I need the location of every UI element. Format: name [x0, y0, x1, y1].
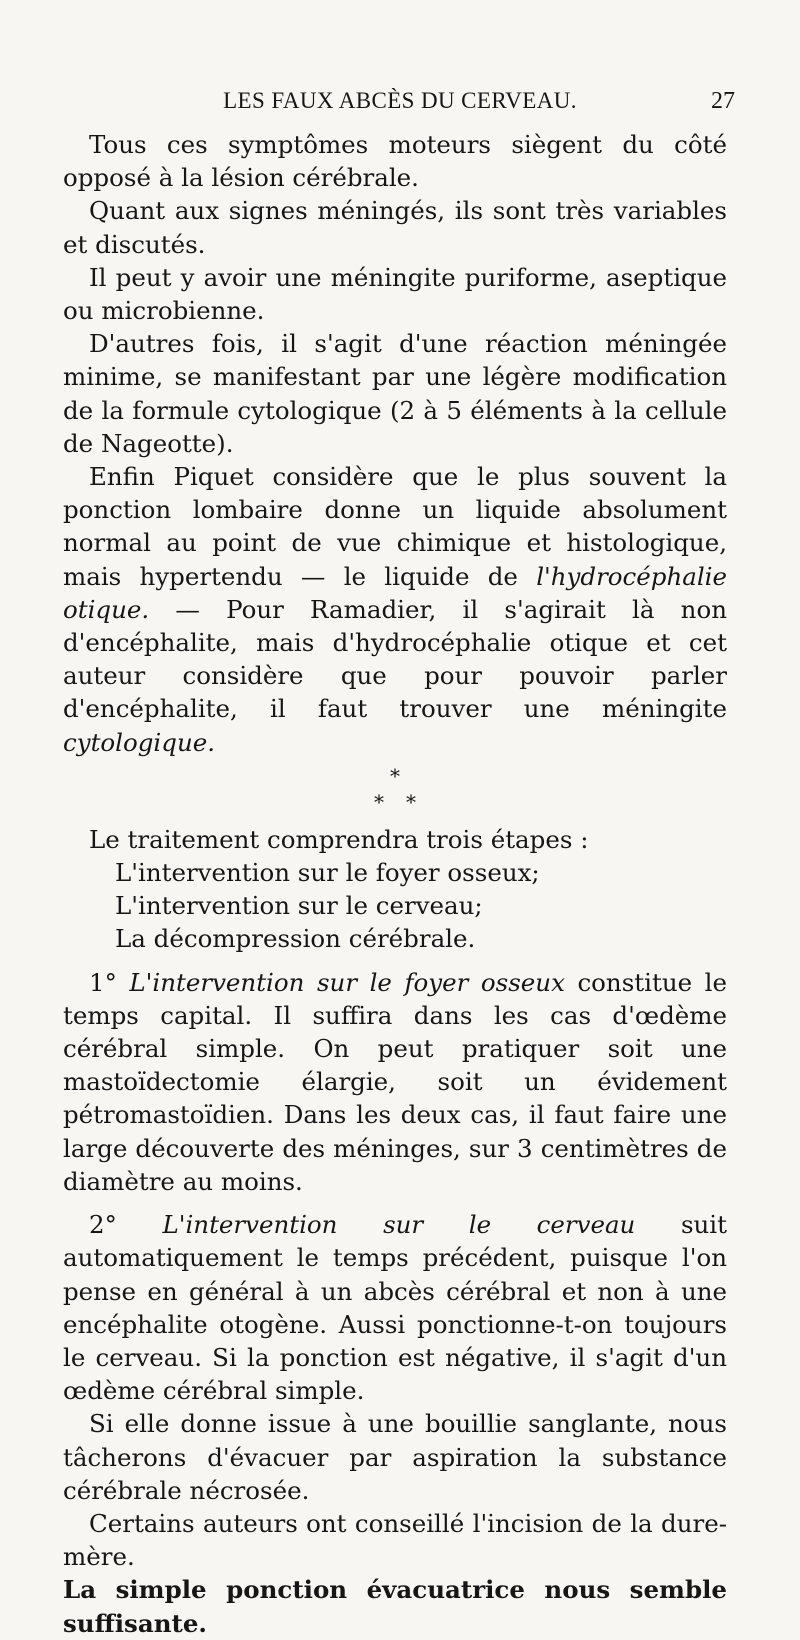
paragraph: D'autres fois, il s'agit d'une réaction méningée minime, se manifestant par une légère modification de la formule cytologique (2 à 5 éléments à la cellule de Nageotte).: [63, 329, 727, 458]
section-number: 2°: [89, 1210, 117, 1240]
italic-heading: L'intervention sur le cerveau: [162, 1210, 636, 1240]
paragraph: Il peut y avoir une méningite puriforme, aseptique ou microbienne.: [63, 262, 727, 326]
paragraph: [63, 966, 727, 1198]
paragraph: Le traitement comprendra trois étapes :: [89, 824, 589, 854]
separator-star: *: [390, 763, 400, 788]
paragraph: [63, 1208, 727, 1407]
paragraph-text: constitue le temps capital. Il suffira dans les cas d'œdème cérébral simple. On peut pratiquer soit une mastoïdectomie élargie, soit un évidement pétromastoïdien. Dans les deux cas, il faut faire une large découverte des méninges, sur 3 centimètres de diamètre au moins.: [63, 967, 727, 1196]
italic-term: l'hydrocéphalie otique.: [63, 561, 727, 624]
paragraph: Certains auteurs ont conseillé l'incision de la dure-mère.: [63, 1508, 727, 1572]
section-number: 1°: [89, 967, 117, 997]
paragraph-text: — Pour Ramadier, il s'agirait là non d'encéphalite, mais d'hydrocéphalie otique et cet auteur considère que pour pouvoir parler d'encéphalite, il faut trouver une méningite: [63, 594, 727, 724]
paragraph: Tous ces symptômes moteurs siègent du côté opposé à la lésion cérébrale.: [63, 130, 727, 193]
paragraph-text: Enfin Piquet considère que le plus souvent la ponction lombaire donne un liquide absolument normal au point de vue chimique et histologique, mais hypertendu — le liquide de: [63, 462, 727, 591]
list-item: L'intervention sur le foyer osseux;: [115, 858, 540, 888]
paragraph-text: suit automatiquement le temps précédent, puisque l'on pense en général à un abcès cérébral et non à une encéphalite otogène. Aussi ponctionne-t-on toujours le cerveau. Si la ponction est négative, il s'agit d'un œdème cérébral simple.: [63, 1210, 727, 1406]
list-item: La décompression cérébrale.: [115, 924, 476, 954]
list-item: L'intervention sur le cerveau;: [115, 891, 483, 921]
paragraph: Quant aux signes méningés, ils sont très variables et discutés.: [63, 196, 727, 259]
paragraph: La simple ponction évacuatrice nous semble suffisante.: [63, 1575, 727, 1638]
running-title: LES FAUX ABCÈS DU CERVEAU.: [223, 88, 577, 113]
steps-list: [63, 856, 727, 956]
italic-term: cytologique.: [63, 727, 216, 757]
paragraph: Si elle donne issue à une bouillie sanglante, nous tâcherons d'évacuer par aspiration la substance cérébrale nécrosée.: [63, 1409, 727, 1505]
page-number: 27: [711, 88, 735, 114]
section-separator: [63, 759, 727, 823]
body-text: [63, 128, 727, 1640]
paragraph: [63, 460, 727, 759]
running-header: [65, 88, 735, 122]
separator-stars: **: [374, 789, 438, 814]
italic-heading: L'intervention sur le foyer osseux: [129, 967, 565, 997]
